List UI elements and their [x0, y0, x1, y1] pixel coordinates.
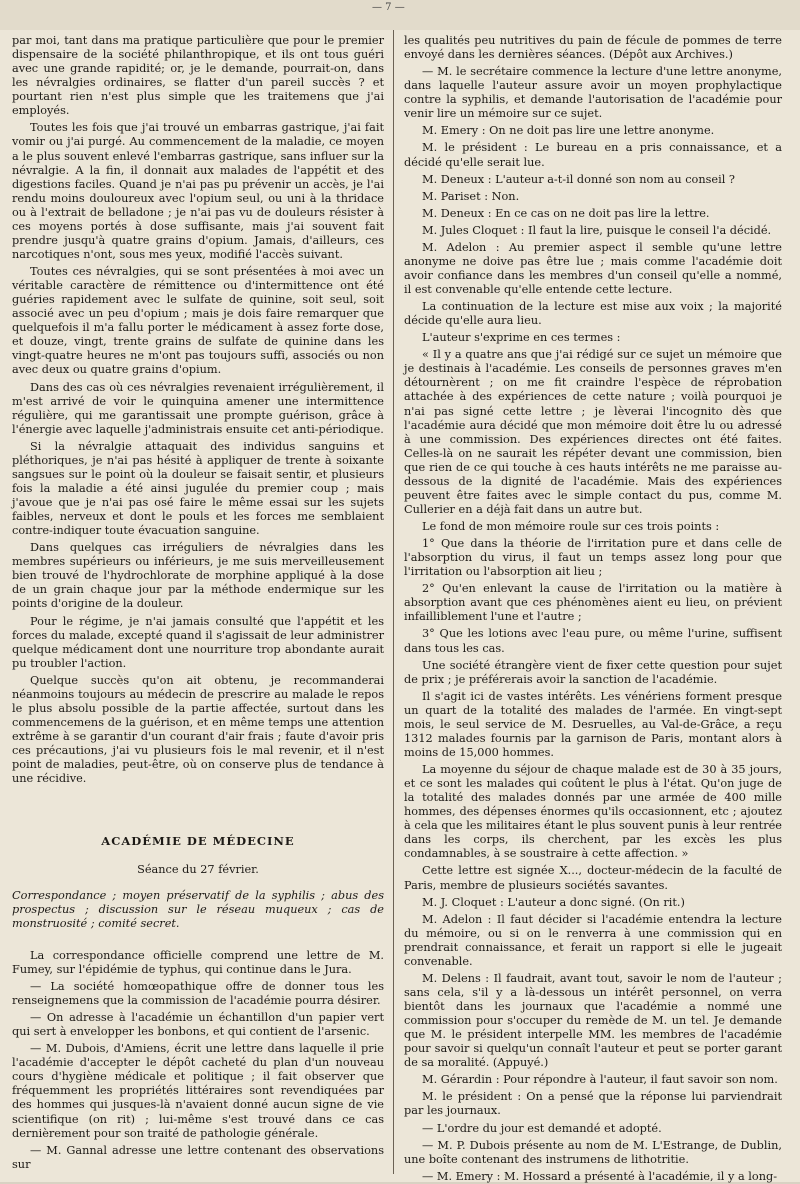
paragraph: M. Adelon : Il faut décider si l'académie entendra la lecture du mémoire, ou si on le renverra à une commission qui en prendrait connaissance, et ferait un rapport si elle le jugeait convenable. — [404, 912, 782, 968]
paragraph: Une société étrangère vient de fixer cette question pour sujet de prix ; je préférerais avoir la sanction de l'académie. — [404, 658, 782, 686]
paragraph: — M. Dubois, d'Amiens, écrit une lettre dans laquelle il prie l'académie d'accepter le dépôt cacheté du plan d'un nouveau cours d'hygiène médicale et politique ; il fait observer que fréquemment les propriétés littéraires sont revendiquées par des hommes qui jusques-là n'avaient donné aucun signe de vie scientifique (on rit) ; lui-même s'est trouvé dans ce cas dernièrement pour son traité de pathologie générale. — [12, 1042, 384, 1140]
paragraph: Toutes ces névralgies, qui se sont présentées à moi avec un véritable caractère de rémittence ou d'intermittence ont été guéries rapidement avec le sulfate de quinine, soit seul, soit associé avec un peu d'opium ; mais je dois faire remarquer que quelquefois il m'a fallu porter le médicament à assez forte dose, et douze, vingt, trente grains de sulfate de quinine dans les vingt-quatre heures ne m'ont pas toujours suffi, associés ou non avec deux ou quatre grains d'opium. — [12, 265, 384, 377]
paragraph: M. Gérardin : Pour répondre à l'auteur, il faut savoir son nom. — [422, 1073, 778, 1087]
paragraph: les qualités peu nutritives du pain de fécule de pommes de terre envoyé dans les dernières séances. (Dépôt aux Archives.) — [404, 34, 782, 62]
paragraph: M. Deneux : En ce cas on ne doit pas lire la lettre. — [422, 206, 710, 220]
paragraph: M. le président : On a pensé que la réponse lui parviendrait par les journaux. — [404, 1090, 782, 1118]
paragraph: — La société homœopathique offre de donner tous les renseignemens que la commission de l'académie pourra désirer. — [12, 979, 384, 1007]
section-title: ACADÉMIE DE MÉDECINE — [101, 834, 295, 849]
paragraph: — On adresse à l'académie un échantillon d'un papier vert qui sert à envelopper les bonbons, et qui contient de l'arsenic. — [12, 1011, 384, 1039]
paragraph: 1° Que dans la théorie de l'irritation pure et dans celle de l'absorption du virus, il faut un temps assez long pour que l'irritation ou l'absorption ait lieu ; — [404, 537, 782, 579]
paragraph: La moyenne du séjour de chaque malade est de 30 à 35 jours, et ce sont les malades qui coûtent le plus à l'état. Qu'on juge de la totalité des malades donnés par une armée de 400 mille hommes, des dépenses énormes qu'ils occasionnent, etc ; ajoutez à cela que les militaires étant le plus souvent punis à leur rentrée dans les corps, ils cherchent, par les excès les plus condamnables, à se soustraire à cette affection. » — [404, 763, 782, 861]
paragraph: « Il y a quatre ans que j'ai rédigé sur ce sujet un mémoire que je destinais à l'académie. Les conseils de personnes graves m'en détournèrent ; on me fit craindre l'espèce de réprobation attachée à des expériences de cette nature ; voilà pourquoi je n'ai pas signé cette lettre ; je lèverai l'incognito dès que l'académie aura décidé que mon mémoire doit être lu ou adressé à une commission. Des expériences directes ont été faites. Celles-là on ne saurait les répéter devant une commission, bien que rien de ce qui touche à ces hauts intérêts ne me paraisse au-dessous de la dignité de l'académie. Mais des expériences peuvent être faites avec le simple contact du pus, comme M. Cullerier en a déjà fait dans un autre but. — [404, 348, 782, 516]
paragraph: Si la névralgie attaquait des individus sanguins et pléthoriques, je n'ai pas hésité à appliquer de trente à soixante sangsues sur le point où la douleur se faisait sentir, et plusieurs fois la maladie a été ainsi jugulée du premier coup ; mais j'avoue que je n'ai pas osé faire le même essai sur les sujets faibles, nerveux et dont le pouls et les forces me semblaient contre-indiquer toute évacuation sanguine. — [12, 439, 384, 538]
session-date: Séance du 27 février. — [137, 862, 259, 876]
paragraph: 3° Que les lotions avec l'eau pure, ou même l'urine, suffisent dans tous les cas. — [404, 627, 782, 655]
paragraph: Dans des cas où ces névralgies revenaient irrégulièrement, il m'est arrivé de voir le quinquina amener une intermittence régulière, qui me garantissait une prompte guérison, grâce à l'énergie avec laquelle j'administrais ensuite cet anti-périodique. — [12, 380, 384, 436]
paragraph: — M. Emery : M. Hossard a présenté à l'académie, il y a long- — [422, 1169, 778, 1183]
paragraph: M. Emery : On ne doit pas lire une lettre anonyme. — [422, 124, 715, 138]
left-column — [12, 34, 384, 1172]
paragraph: Quelque succès qu'on ait obtenu, je recommanderai néanmoins toujours au médecin de prescrire au malade le repos le plus absolu possible de la partie affectée, surtout dans les commencemens de la guérison, et en même temps une attention extrême à se garantir d'un courant d'air frais ; faute d'avoir pris ces précautions, j'ai vu plusieurs fois le mal revenir, et il n'est point de maladies, peut-être, où on conserve plus de tendance à une récidive. — [12, 673, 384, 786]
page-folio: — 7 — — [372, 2, 405, 13]
paragraph: — M. P. Dubois présente au nom de M. L'Estrange, de Dublin, une boîte contenant des instrumens de lithotritie. — [404, 1138, 782, 1166]
paragraph: La continuation de la lecture est mise aux voix ; la majorité décide qu'elle aura lieu. — [404, 300, 782, 328]
paragraph: Il s'agit ici de vastes intérêts. Les vénériens forment presque un quart de la totalité des malades de l'armée. En vingt-sept mois, le seul service de M. Desruelles, au Val-de-Grâce, a reçu 1312 malades fournis par la garnison de Paris, montant alors à moins de 15,000 hommes. — [404, 689, 782, 759]
paragraph: M. Adelon : Au premier aspect il semble qu'une lettre anonyme ne doive pas être lue ; mais comme l'académie doit avoir confiance dans les membres d'un conseil qu'elle a nommé, il est convenable qu'elle entende cette lecture. — [404, 240, 782, 296]
paragraph: — M. Gannal adresse une lettre contenant des observations sur — [12, 1143, 384, 1171]
paragraph: L'auteur s'exprime en ces termes : — [422, 331, 621, 345]
paragraph: M. le président : Le bureau en a pris connaissance, et a décidé qu'elle serait lue. — [404, 141, 782, 169]
paragraph: M. Pariset : Non. — [422, 189, 520, 203]
paragraph: La correspondance officielle comprend une lettre de M. Fumey, sur l'épidémie de typhus, qui continue dans le Jura. — [12, 948, 384, 976]
paragraph: Pour le régime, je n'ai jamais consulté que l'appétit et les forces du malade, excepté quand il s'agissait de leur administrer quelque médicament dont une nourriture trop abondante aurait pu troubler l'action. — [12, 614, 384, 670]
paragraph: M. Jules Cloquet : Il faut la lire, puisque le conseil l'a décidé. — [422, 223, 772, 237]
paragraph: M. J. Cloquet : L'auteur a donc signé. (On rit.) — [422, 895, 685, 909]
session-summary: Correspondance ; moyen préservatif de la syphilis ; abus des prospectus ; discussion sur le réseau muqueux ; cas de monstruosité ; comité secret. — [12, 888, 384, 930]
column-rule — [393, 30, 394, 1174]
paragraph: M. Delens : Il faudrait, avant tout, savoir le nom de l'auteur ; sans cela, s'il y a là-dessous un intérêt personnel, on verra bientôt dans les journaux que l'académie a nommé une commission pour s'occuper du remède de M. un tel. Je demande que M. le président interpelle MM. les membres de l'académie pour savoir si quelqu'un connaît l'auteur et peut se porter garant de sa moralité. (Appuyé.) — [404, 971, 782, 1070]
paragraph: Toutes les fois que j'ai trouvé un embarras gastrique, j'ai fait vomir ou j'ai purgé. Au commencement de la maladie, ce moyen a le plus souvent enlevé l'embarras gastrique, sans influer sur la névralgie. A la fin, il donnait aux malades de l'appétit et des digestions faciles. Quand je n'ai pas pu prévenir un accès, je l'ai rendu moins douloureux avec l'opium seul, ou uni à la thridace ou à l'extrait de belladone ; je n'ai pas vu de douleurs résister à ces moyens portés à dose suffisante, mais j'ai souvent fait prendre jusqu'à quatre grains d'opium. Jamais, d'ailleurs, ces narcotiques n'ont, sous mes yeux, modifié l'accès suivant. — [12, 121, 384, 261]
paragraph: par moi, tant dans ma pratique particulière que pour le premier dispensaire de la société philanthropique, et ils ont tous guéri avec une grande rapidité; or, je le demande, pourrait-on, dans les névralgies ordinaires, se flatter d'un pareil succès ? et pourtant rien n'est plus simple que les traitemens que j'ai employés. — [12, 34, 384, 118]
paragraph: — M. le secrétaire commence la lecture d'une lettre anonyme, dans laquelle l'auteur assure avoir un moyen prophylactique contre la syphilis, et demande l'autorisation de l'académie pour venir lire un mémoire sur ce sujet. — [404, 65, 782, 121]
paragraph: Dans quelques cas irréguliers de névralgies dans les membres supérieurs ou inférieurs, je me suis merveilleusement bien trouvé de l'hydrochlorate de morphine appliqué à la dose de un grain chaque jour par la méthode endermique sur les points d'origine de la douleur. — [12, 541, 384, 611]
paragraph: Le fond de mon mémoire roule sur ces trois points : — [422, 520, 720, 533]
paragraph: — L'ordre du jour est demandé et adopté. — [422, 1121, 662, 1135]
paragraph: Cette lettre est signée X..., docteur-médecin de la faculté de Paris, membre de plusieurs sociétés savantes. — [404, 864, 782, 892]
right-column — [404, 34, 782, 1183]
paragraph: M. Deneux : L'auteur a-t-il donné son nom au conseil ? — [422, 172, 735, 186]
paragraph: 2° Qu'en enlevant la cause de l'irritation ou la matière à absorption avant que ces phénomènes aient eu lieu, on prévient infailliblement l'une et l'autre ; — [404, 582, 782, 624]
